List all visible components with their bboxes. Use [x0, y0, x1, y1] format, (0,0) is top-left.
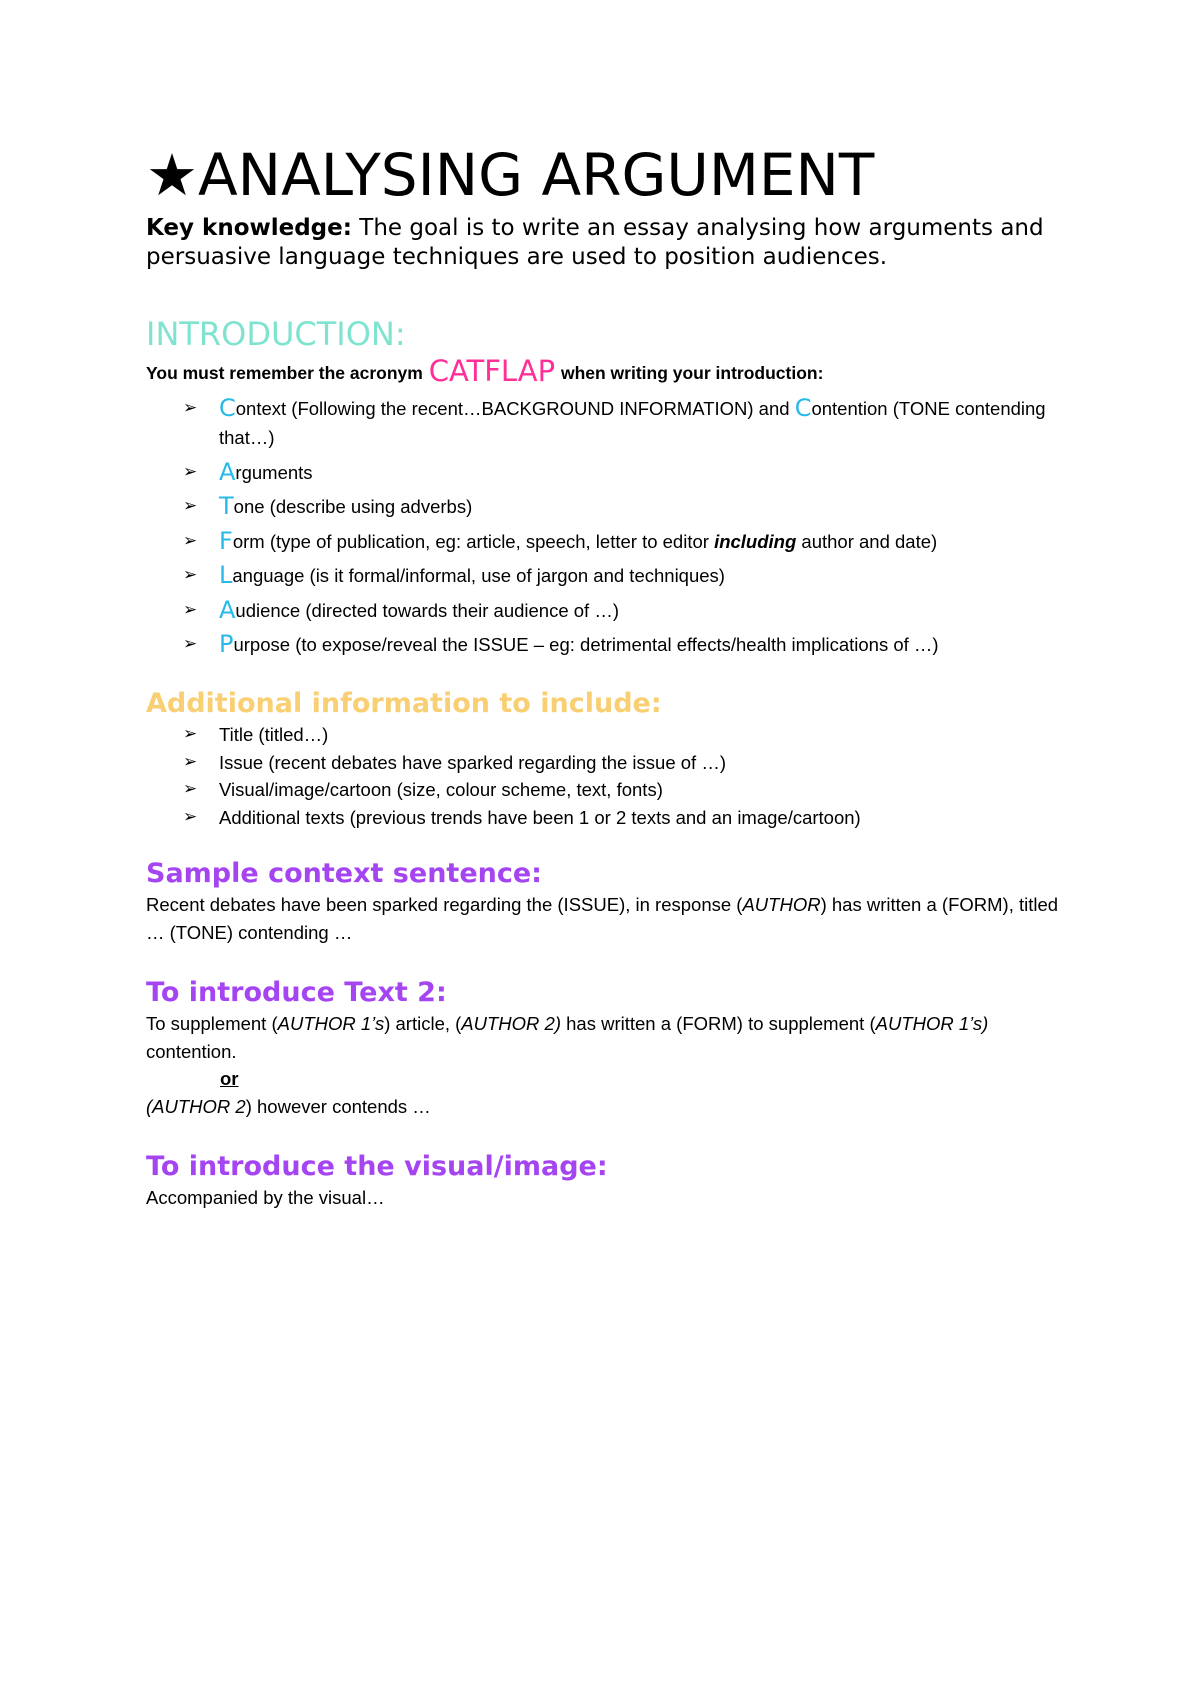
sentence-part: has written a (FORM) to supplement (	[561, 1013, 876, 1034]
acronym-instruction-start: You must remember the acronym	[146, 363, 428, 383]
sentence-part: Recent debates have been sparked regarding the (ISSUE), in response (	[146, 894, 743, 915]
sentence-part: ) has written a (FORM), titled … (TONE) contending …	[146, 894, 1059, 943]
page-title-text: ANALYSING ARGUMENT	[198, 141, 875, 209]
sample-context-sentence	[146, 891, 1076, 946]
arrowhead-icon: ➢	[183, 751, 198, 772]
catflap-letter: P	[219, 630, 234, 658]
page-title	[146, 140, 1076, 210]
sample-context-heading: Sample context sentence:	[146, 858, 542, 889]
sentence-part: To supplement (	[146, 1013, 278, 1034]
acronym-instruction-end: when writing your introduction:	[556, 363, 824, 383]
catflap-letter: F	[219, 526, 233, 555]
list-item-text: rguments	[235, 461, 313, 483]
introduction-heading: INTRODUCTION:	[146, 315, 406, 353]
key-knowledge	[146, 214, 1076, 272]
list-item	[146, 596, 1076, 625]
list-item-text: urpose (to expose/reveal the ISSUE – eg: detrimental effects/health implications of …)	[233, 634, 939, 655]
arrowhead-icon: ➢	[183, 496, 198, 516]
list-item-text: author and date)	[796, 530, 938, 552]
list-item-text: one (describe using adverbs)	[233, 496, 473, 517]
introduce-visual-heading: To introduce the visual/image:	[146, 1151, 608, 1182]
author-placeholder: AUTHOR 1’s)	[875, 1013, 989, 1034]
list-item	[146, 630, 1076, 659]
list-item-text: Title (titled…)	[219, 724, 329, 745]
star-icon: ★	[146, 141, 198, 209]
catflap-letter: L	[219, 561, 233, 589]
arrowhead-icon: ➢	[183, 530, 198, 551]
acronym-instruction	[146, 356, 1076, 388]
author-placeholder: AUTHOR	[742, 894, 821, 915]
introduce-text2-heading: To introduce Text 2:	[146, 977, 447, 1008]
catflap-letter: C	[219, 394, 236, 422]
acronym-catflap: CATFLAP	[428, 354, 556, 388]
list-item-text: Visual/image/cartoon (size, colour scheme, text, fonts)	[219, 779, 663, 800]
arrowhead-icon: ➢	[183, 779, 198, 799]
text2-sentence	[146, 1010, 1076, 1065]
catflap-letter: T	[219, 492, 234, 520]
document-content	[146, 140, 1076, 1212]
arrowhead-icon: ➢	[183, 398, 198, 418]
arrowhead-icon: ➢	[183, 565, 198, 585]
list-item-text: Additional texts (previous trends have been 1 or 2 texts and an image/cartoon)	[219, 806, 861, 828]
emphasis-text: including	[714, 530, 797, 552]
sentence-part: ) article, (	[384, 1013, 462, 1034]
arrowhead-icon: ➢	[183, 806, 198, 827]
sentence-part: ) however contends …	[245, 1095, 431, 1117]
text2-alt-sentence	[146, 1093, 1076, 1121]
list-item-text: udience (directed towards their audience of …)	[235, 599, 619, 621]
author-placeholder: AUTHOR 2)	[461, 1013, 561, 1034]
list-item	[146, 561, 1076, 590]
list-item	[146, 492, 1076, 521]
author-placeholder: (AUTHOR 2	[146, 1095, 246, 1117]
arrowhead-icon: ➢	[183, 724, 198, 744]
list-item-text: ontext (Following the recent…BACKGROUND INFORMATION) and	[235, 398, 795, 419]
sentence-part: contention.	[146, 1040, 237, 1062]
key-knowledge-text: The goal is to write an essay analysing how arguments and persuasive language techniques are used to position audiences.	[146, 215, 1044, 270]
arrowhead-icon: ➢	[183, 461, 198, 482]
list-item-text: ontention (TONE contending that…)	[219, 398, 1046, 448]
list-item	[146, 749, 1076, 777]
list-item	[146, 458, 1076, 487]
list-item	[146, 721, 1076, 749]
list-item-text: Issue (recent debates have sparked regarding the issue of …)	[219, 751, 726, 773]
or-connector: or	[220, 1068, 239, 1089]
catflap-letter: A	[219, 457, 236, 486]
arrowhead-icon: ➢	[183, 634, 198, 654]
visual-sentence: Accompanied by the visual…	[146, 1187, 385, 1208]
additional-info-heading: Additional information to include:	[146, 688, 662, 719]
list-item	[146, 527, 1076, 556]
list-item-text: orm (type of publication, eg: article, speech, letter to editor	[232, 530, 715, 552]
arrowhead-icon: ➢	[183, 599, 198, 620]
list-item	[146, 394, 1076, 452]
author-placeholder: AUTHOR 1’s	[277, 1013, 385, 1034]
additional-info-list	[146, 721, 1076, 831]
catflap-list	[146, 394, 1076, 659]
list-item-text: anguage (is it formal/informal, use of jargon and techniques)	[232, 565, 725, 586]
list-item	[146, 804, 1076, 832]
catflap-letter: C	[794, 394, 812, 422]
key-knowledge-label: Key knowledge:	[146, 215, 352, 241]
list-item	[146, 776, 1076, 804]
catflap-letter: A	[219, 595, 236, 624]
